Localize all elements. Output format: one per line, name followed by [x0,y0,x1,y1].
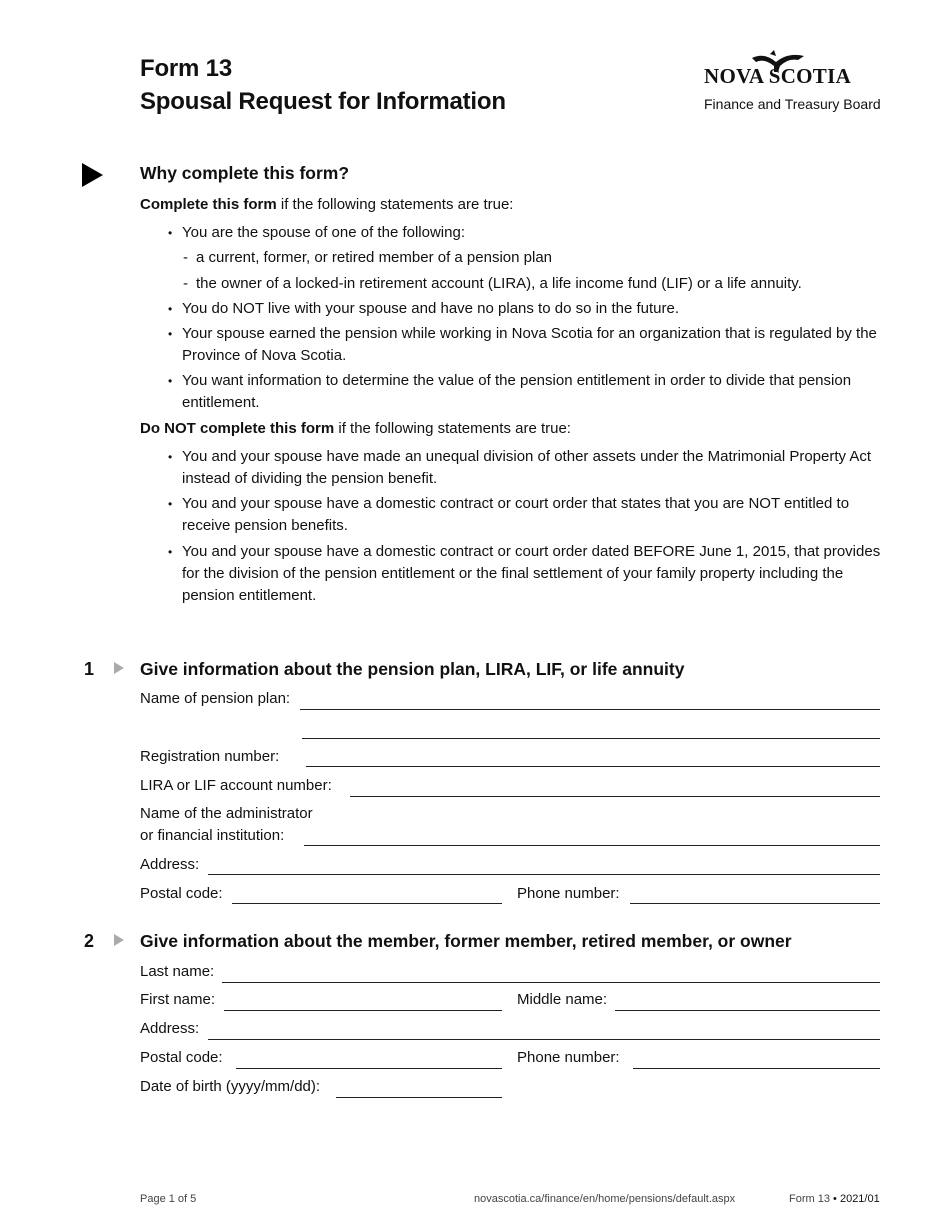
footer-form-ref [789,1193,880,1205]
list-item: • You and your spouse have made an unequal division of other assets under the Matrimonial Property Act instead of dividing the pension benefit. [182,446,882,490]
registration-field[interactable] [306,766,880,767]
section-1-heading: Give information about the pension plan, LIRA, LIF, or life annuity [140,659,685,679]
first-name-field[interactable] [224,1010,502,1011]
small-arrow-icon [114,662,124,674]
middle-name-field[interactable] [615,1010,880,1011]
dob-field[interactable] [336,1097,502,1098]
nova-scotia-logo [704,50,880,120]
intro-heading: Why complete this form? [140,163,350,183]
small-arrow-icon [114,934,124,946]
logo-wordmark: NOVA SCOTIA [704,64,852,88]
middle-name-label: Middle name: [517,991,608,1008]
department-name: Finance and Treasury Board [704,96,881,112]
admin-field[interactable] [304,845,880,846]
list-item: • You and your spouse have a domestic contract or court order dated BEFORE June 1, 2015, that provides for the division of the pension entitlement or the final settlement of your family property including the pension entitlement. [182,541,882,607]
complete-lead [140,194,513,216]
footer-separator: • [833,1193,837,1205]
address-field[interactable] [208,874,880,875]
phone-field[interactable] [630,903,880,904]
member-postal-field[interactable] [236,1068,502,1069]
complete-lead-bold: Complete this form [140,196,277,213]
list-item: • You do NOT live with your spouse and have no plans to do so in the future. [182,298,882,320]
last-name-field[interactable] [222,982,880,983]
account-field[interactable] [350,796,880,797]
form-number: Form 13 [140,55,232,82]
member-address-field[interactable] [208,1039,880,1040]
list-subitem: - a current, former, or retired member of a pension plan [196,247,552,269]
footer-form-number: Form 13 [789,1193,830,1205]
address-label: Address: [140,856,200,873]
admin-label-line2: or financial institution: [140,827,285,844]
member-phone-field[interactable] [633,1068,880,1069]
plan-name-field-line2[interactable] [302,738,880,739]
list-item: • You and your spouse have a domestic contract or court order that states that you are NOT entitled to receive pension benefits. [182,493,882,537]
last-name-label: Last name: [140,963,215,980]
member-postal-label: Postal code: [140,1049,223,1066]
footer-url: novascotia.ca/finance/en/home/pensions/default.aspx [474,1193,736,1205]
section-1-number: 1 [84,659,95,679]
form-title-block [140,52,506,118]
list-item: • Your spouse earned the pension while working in Nova Scotia for an organization that is regulated by the Province of Nova Scotia. [182,323,882,367]
plan-name-field[interactable] [300,709,880,710]
phone-label: Phone number: [517,885,620,902]
play-arrow-icon [82,163,104,187]
list-subitem: - the owner of a locked-in retirement account (LIRA), a life income fund (LIF) or a life annuity. [196,273,802,295]
first-name-label: First name: [140,991,216,1008]
dob-label: Date of birth (yyyy/mm/dd): [140,1078,321,1095]
footer-version: 2021/01 [839,1193,880,1205]
admin-label-line1: Name of the administrator [140,805,313,822]
form-title: Spousal Request for Information [140,88,506,115]
plan-name-label: Name of pension plan: [140,690,291,707]
account-label: LIRA or LIF account number: [140,777,332,794]
page-number: Page 1 of 5 [140,1193,197,1205]
section-2-number: 2 [84,931,95,951]
postal-label: Postal code: [140,885,223,902]
donot-lead-rest: if the following statements are true: [334,420,571,437]
list-item: • You are the spouse of one of the following: [182,222,882,244]
registration-label: Registration number: [140,748,280,765]
complete-lead-rest: if the following statements are true: [276,196,514,213]
member-address-label: Address: [140,1020,200,1037]
section-2-heading: Give information about the member, former member, retired member, or owner [140,931,792,951]
postal-field[interactable] [232,903,502,904]
list-item: • You want information to determine the value of the pension entitlement in order to divide that pension entitlement. [182,370,882,414]
donot-lead [140,418,571,440]
member-phone-label: Phone number: [517,1049,620,1066]
donot-lead-bold: Do NOT complete this form [140,420,335,437]
